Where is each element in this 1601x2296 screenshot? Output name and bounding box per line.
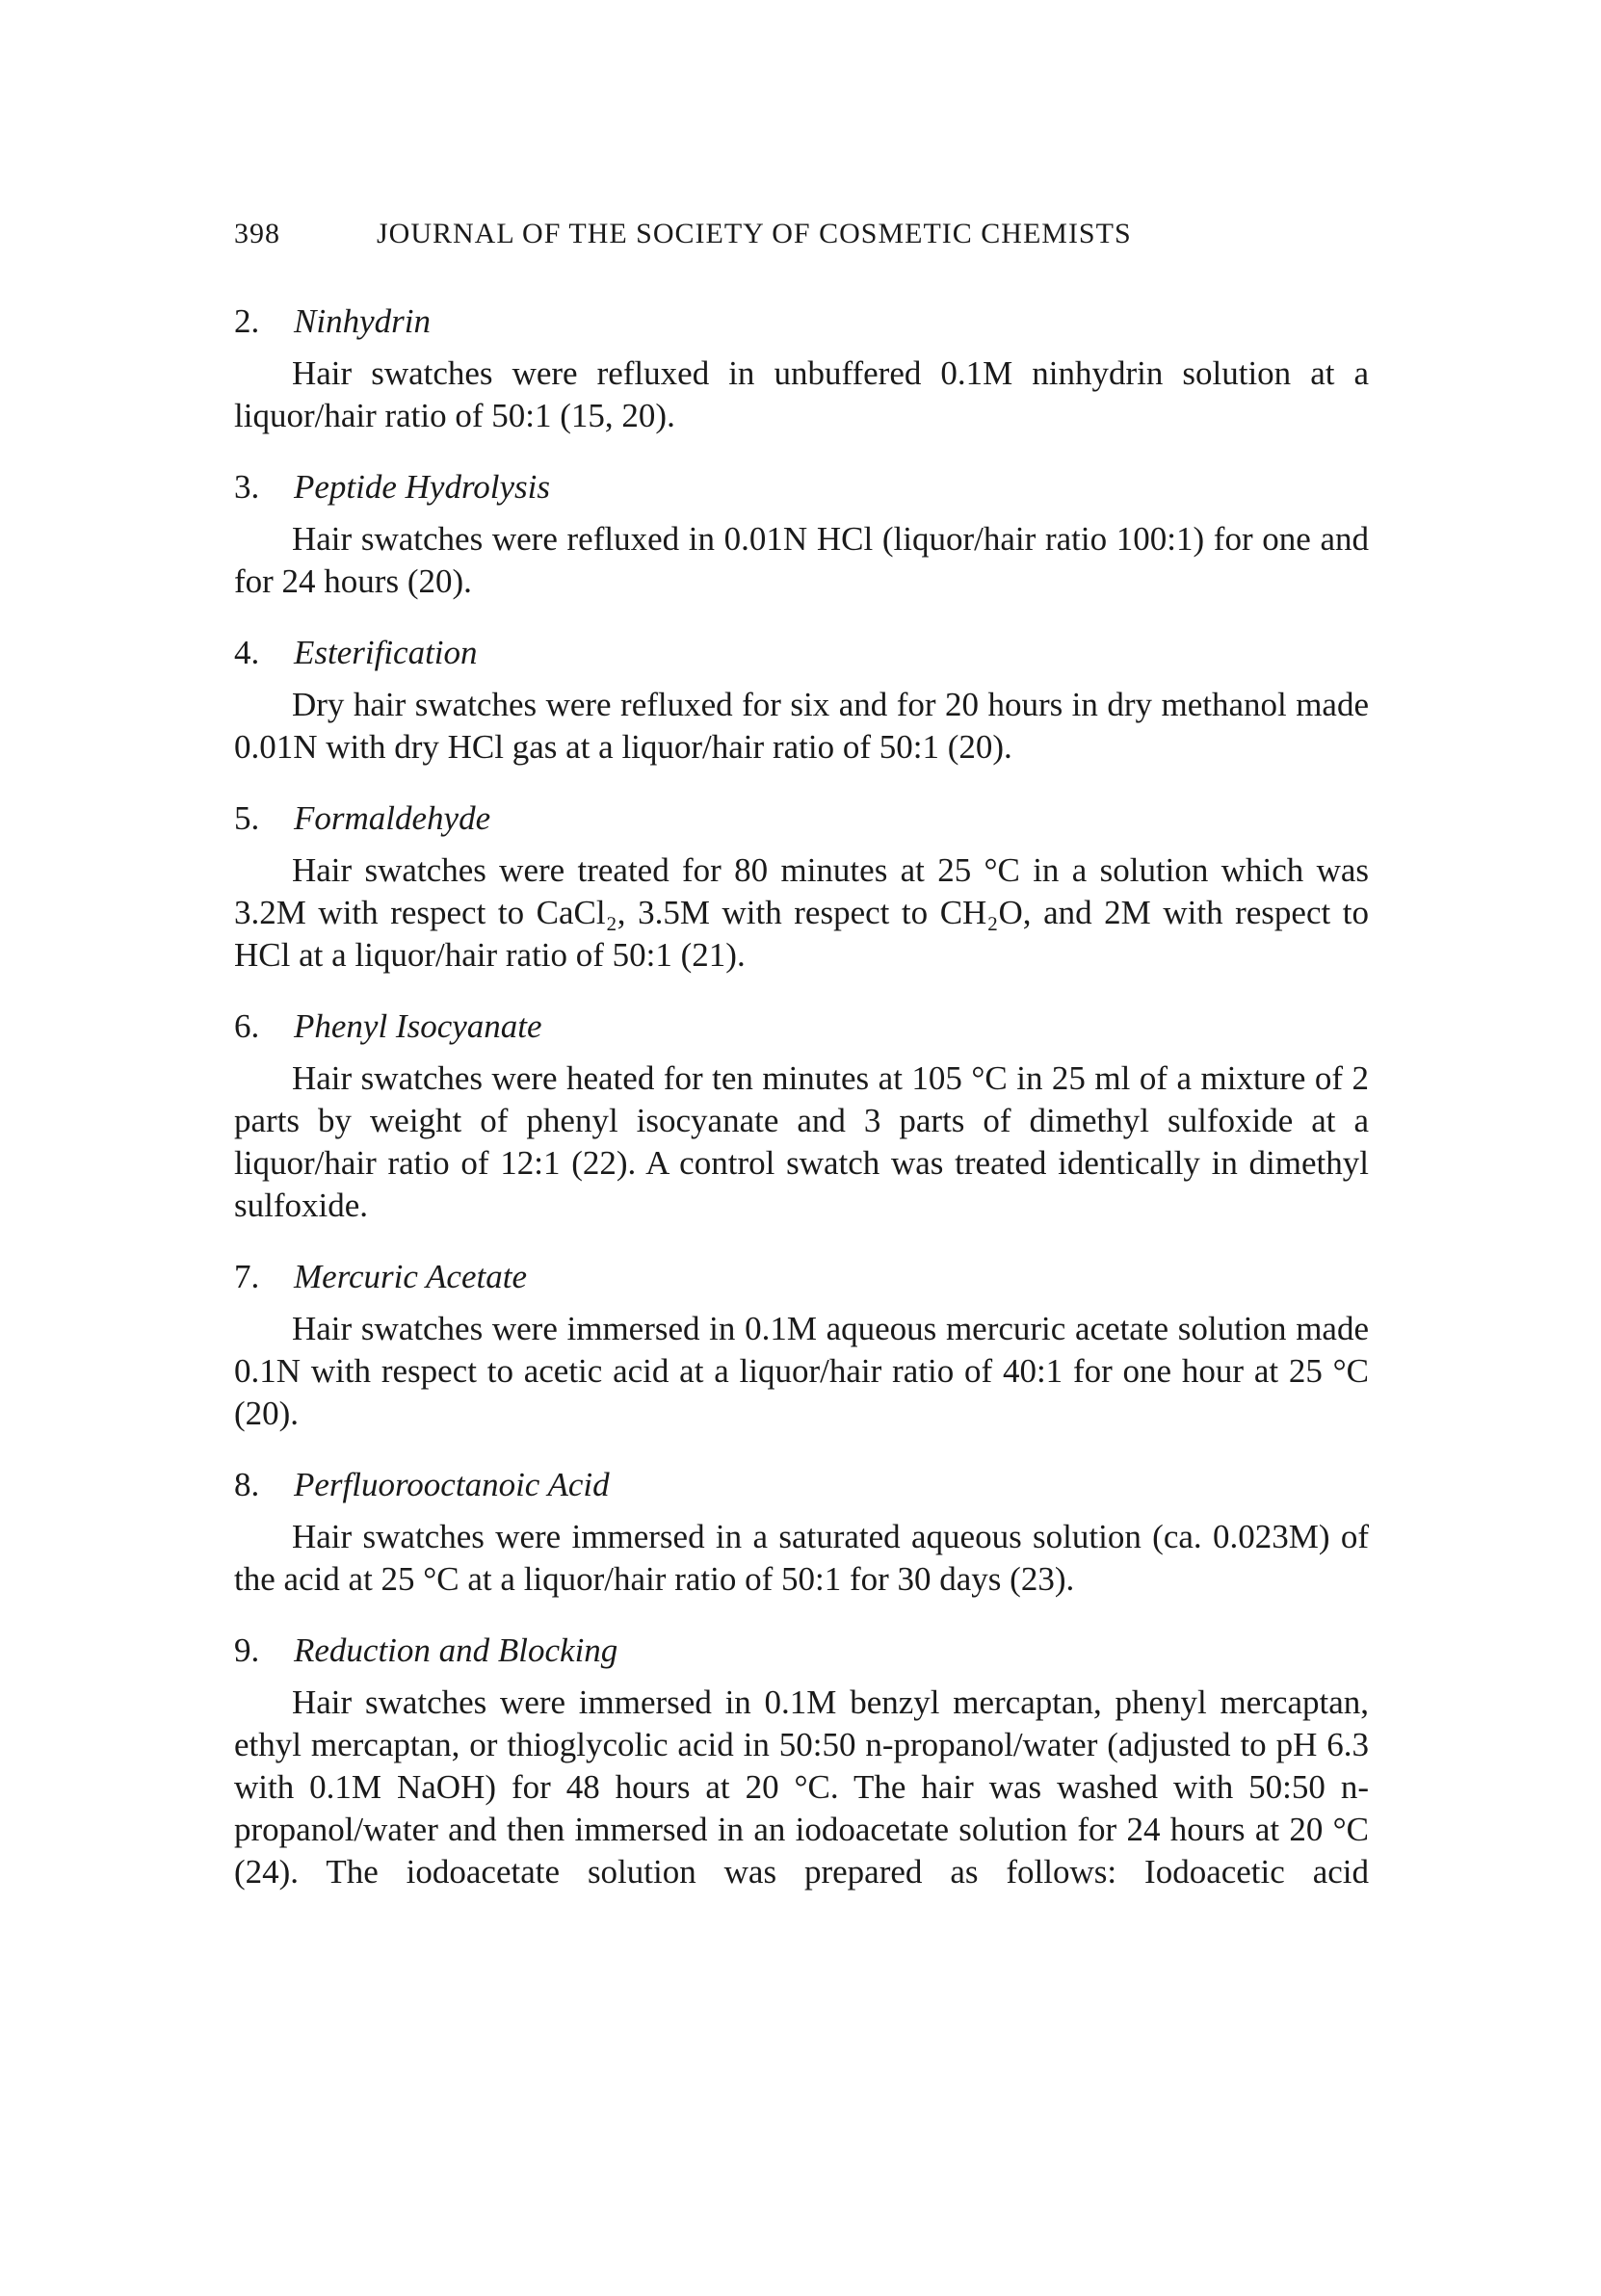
section-paragraph: Hair swatches were immersed in a saturated aqueous solution (ca. 0.023M) of the acid at 25 °C at a liquor/hair ratio of 50:1 for 30 days (23).	[234, 1518, 1369, 1598]
section-esterification	[234, 632, 1369, 769]
section-number: 7.	[234, 1258, 260, 1295]
section-heading	[234, 300, 1369, 343]
section-title: Formaldehyde	[294, 799, 491, 837]
section-heading	[234, 632, 1369, 674]
section-title: Ninhydrin	[294, 302, 431, 340]
section-paragraph: Hair swatches were immersed in 0.1M benzyl mercaptan, phenyl mercaptan, ethyl mercaptan, or thioglycolic acid in 50:50 n-propanol/water (adjusted to pH 6.3 with 0.1M NaOH) for 48 hours at 20 °C. The hair was washed with 50:50 n-propanol/water and then immersed in an iodoacetate solution for 24 hours at 20 °C (24). The iodoacetate solution was prepared as follows: Iodoacetic acid	[234, 1683, 1369, 1891]
section-phenyl-isocyanate	[234, 1005, 1369, 1227]
section-title: Esterification	[294, 634, 478, 671]
section-reduction-and-blocking	[234, 1630, 1369, 1893]
section-number: 2.	[234, 302, 260, 340]
section-number: 6.	[234, 1007, 260, 1045]
section-number: 3.	[234, 468, 260, 506]
section-title: Perfluorooctanoic Acid	[294, 1466, 610, 1503]
section-title: Phenyl Isocyanate	[294, 1007, 542, 1045]
section-number: 5.	[234, 799, 260, 837]
section-mercuric-acetate	[234, 1256, 1369, 1435]
section-paragraph: Hair swatches were treated for 80 minutes at 25 °C in a solution which was 3.2M with respect to CaCl₂, 3.5M with respect to CH₂O, and 2M with respect to HCl at a liquor/hair ratio of 50:1 (21).	[234, 851, 1369, 974]
section-heading	[234, 797, 1369, 840]
section-title: Peptide Hydrolysis	[294, 468, 551, 506]
section-paragraph: Hair swatches were heated for ten minutes at 105 °C in 25 ml of a mixture of 2 parts by weight of phenyl isocyanate and 3 parts of dimethyl sulfoxide at a liquor/hair ratio of 12:1 (22). A control swatch was treated identically in dimethyl sulfoxide.	[234, 1059, 1369, 1224]
section-number: 8.	[234, 1466, 260, 1503]
section-title: Mercuric Acetate	[294, 1258, 527, 1295]
section-paragraph: Dry hair swatches were refluxed for six and for 20 hours in dry methanol made 0.01N with dry HCl gas at a liquor/hair ratio of 50:1 (20).	[234, 686, 1369, 766]
section-heading	[234, 1630, 1369, 1672]
section-heading	[234, 466, 1369, 509]
journal-title: JOURNAL OF THE SOCIETY OF COSMETIC CHEMISTS	[377, 218, 1132, 249]
section-number: 9.	[234, 1631, 260, 1669]
section-paragraph: Hair swatches were refluxed in 0.01N HCl (liquor/hair ratio 100:1) for one and for 24 hours (20).	[234, 520, 1369, 600]
section-perfluorooctanoic-acid	[234, 1464, 1369, 1601]
section-paragraph: Hair swatches were immersed in 0.1M aqueous mercuric acetate solution made 0.1N with respect to acetic acid at a liquor/hair ratio of 40:1 for one hour at 25 °C (20).	[234, 1310, 1369, 1432]
article-body	[234, 300, 1369, 1922]
page-number: 398	[234, 218, 280, 249]
running-head	[234, 218, 1132, 250]
section-heading	[234, 1256, 1369, 1298]
section-heading	[234, 1464, 1369, 1506]
section-number: 4.	[234, 634, 260, 671]
section-heading	[234, 1005, 1369, 1048]
section-ninhydrin	[234, 300, 1369, 437]
section-peptide-hydrolysis	[234, 466, 1369, 603]
section-paragraph: Hair swatches were refluxed in unbuffered 0.1M ninhydrin solution at a liquor/hair ratio of 50:1 (15, 20).	[234, 354, 1369, 434]
section-title: Reduction and Blocking	[294, 1631, 618, 1669]
section-formaldehyde	[234, 797, 1369, 977]
